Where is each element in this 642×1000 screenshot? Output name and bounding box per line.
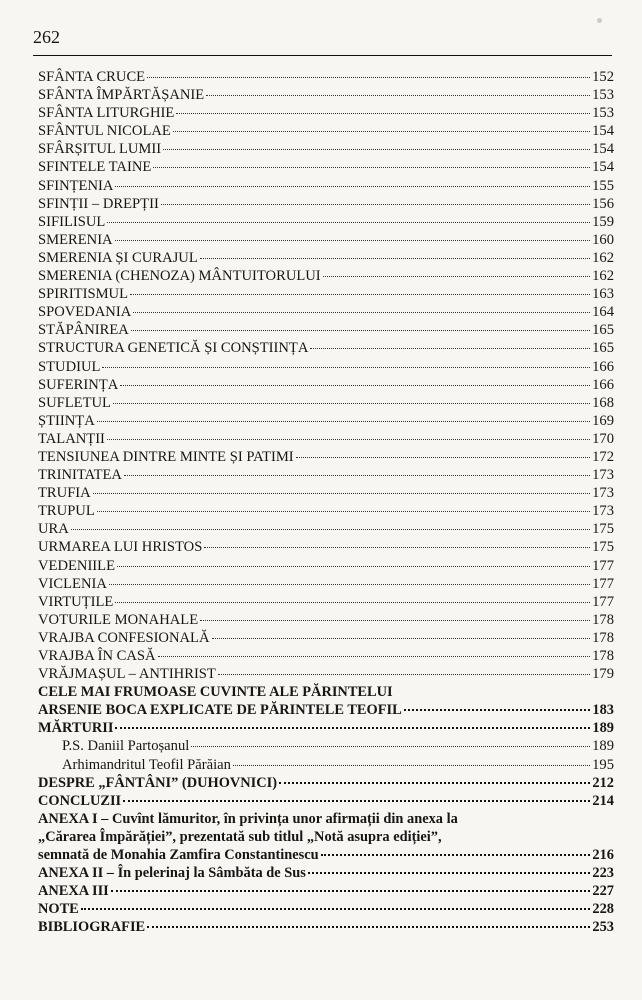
toc-entry-concluzii[interactable] xyxy=(38,792,614,810)
toc-entry[interactable] xyxy=(38,303,614,321)
leader-dots xyxy=(111,890,591,892)
toc-entry-page: 154 xyxy=(592,159,614,176)
toc-entry-title: BIBLIOGRAFIE xyxy=(38,919,146,936)
leader-dots xyxy=(176,113,590,114)
toc-entry-title: VOTURILE MONAHALE xyxy=(38,611,199,628)
toc-entry-page: 212 xyxy=(592,774,614,791)
toc-entry-bibliografie[interactable] xyxy=(38,918,614,936)
toc-entry-despre-fantani[interactable] xyxy=(38,774,614,792)
toc-entry-page: 177 xyxy=(592,575,614,592)
toc-entry-title: SFINȚII – DREPȚII xyxy=(38,195,159,212)
toc-entry-page: 216 xyxy=(592,847,614,864)
toc-entry[interactable] xyxy=(38,339,614,357)
toc-entry-title: NOTE xyxy=(38,901,79,918)
toc-entry-page: 178 xyxy=(592,648,614,664)
toc-entry-title: VIRTUȚILE xyxy=(38,593,114,610)
toc-entry-page: 166 xyxy=(592,376,614,393)
leader-dots xyxy=(200,620,590,621)
toc-entry[interactable] xyxy=(38,737,614,755)
leader-dots xyxy=(71,529,590,530)
leader-dots xyxy=(131,330,590,331)
toc-entry-page: 159 xyxy=(592,213,614,230)
toc-entry-title: Arhimandritul Teofil Părăian xyxy=(62,756,231,773)
toc-entry[interactable] xyxy=(38,231,614,249)
toc-entry-title: SPOVEDANIA xyxy=(38,304,132,321)
toc-entry[interactable] xyxy=(38,575,614,593)
page-number: 262 xyxy=(33,27,60,47)
toc-entry[interactable] xyxy=(38,249,614,267)
leader-dots xyxy=(115,602,590,603)
toc-entry-title: ANEXA II – În pelerinaj la Sâmbăta de Sus xyxy=(38,865,306,882)
leader-dots xyxy=(124,475,590,476)
leader-dots xyxy=(115,727,590,729)
toc-entry-title: SFÂNTA LITURGHIE xyxy=(38,105,175,122)
toc-entry-page: 152 xyxy=(592,69,614,85)
toc-entry-title: SMERENIA xyxy=(38,231,113,248)
toc-entry-title: SFINȚENIA xyxy=(38,177,114,194)
toc-entry[interactable] xyxy=(38,122,614,140)
toc-entry[interactable] xyxy=(38,756,614,774)
toc-entry-page: 173 xyxy=(592,467,614,484)
toc-entry-page: 214 xyxy=(592,792,614,809)
toc-entry-title: TRUPUL xyxy=(38,503,95,520)
toc-entry-page: 153 xyxy=(592,105,614,122)
toc-entry[interactable] xyxy=(38,538,614,556)
leader-dots xyxy=(147,77,590,78)
leader-dots xyxy=(133,312,590,313)
toc-entry-page: 175 xyxy=(592,539,614,556)
leader-dots xyxy=(93,493,590,494)
leader-dots xyxy=(161,204,590,205)
toc-entry-title: SMERENIA (CHENOZA) MÂNTUITORULUI xyxy=(38,268,321,285)
toc-entry-title: SFÂNTA CRUCE xyxy=(38,69,146,85)
toc-entry-page: 165 xyxy=(592,340,614,357)
toc-entry[interactable] xyxy=(38,68,614,86)
toc-entry[interactable] xyxy=(38,466,614,484)
leader-dots xyxy=(158,656,591,657)
leader-dots xyxy=(115,240,591,241)
toc-entry-page: 177 xyxy=(592,593,614,610)
toc-entry[interactable] xyxy=(38,267,614,285)
toc-entry-page: 253 xyxy=(592,919,614,936)
toc-entry-page: 155 xyxy=(592,177,614,194)
toc-entry-title: STUDIUL xyxy=(38,358,101,375)
toc-entry[interactable] xyxy=(38,394,614,412)
toc-entry-page: 156 xyxy=(592,195,614,212)
toc-entry-page: 178 xyxy=(592,611,614,628)
toc-entry-title: URMAREA LUI HRISTOS xyxy=(38,539,203,556)
toc-entry-title: VRAJBA CONFESIONALĂ xyxy=(38,629,210,646)
toc-entry[interactable] xyxy=(38,412,614,430)
toc-entry-title: STRUCTURA GENETICĂ ȘI CONȘTIINȚA xyxy=(38,340,309,357)
toc-entry-page: 177 xyxy=(592,557,614,574)
toc-entry-title-line2: ARSENIE BOCA EXPLICATE DE PĂRINTELE TEOFIL xyxy=(38,702,402,719)
toc-entry-page: 178 xyxy=(592,629,614,646)
toc-entry-title: TALANȚII xyxy=(38,430,105,447)
toc-entry-title: SFÂRȘITUL LUMII xyxy=(38,141,162,158)
leader-dots xyxy=(206,95,590,96)
leader-dots xyxy=(218,674,590,675)
toc-entry-page: 173 xyxy=(592,485,614,502)
leader-dots xyxy=(130,294,590,295)
toc-entry-cele-mai-frumoase[interactable] xyxy=(38,683,614,719)
toc-entry-page: 228 xyxy=(592,901,614,918)
toc-entry-note[interactable] xyxy=(38,900,614,918)
toc-entry-page: 168 xyxy=(592,394,614,411)
leader-dots xyxy=(113,403,590,404)
leader-dots xyxy=(123,800,590,802)
toc-entry[interactable] xyxy=(38,557,614,575)
toc-entry-page: 154 xyxy=(592,141,614,158)
toc-entry[interactable] xyxy=(38,195,614,213)
leader-dots xyxy=(107,439,590,440)
toc-entry-anexa-i[interactable] xyxy=(38,810,614,864)
toc-entry-title: TRUFIA xyxy=(38,485,91,502)
toc-entry-title: VRĂJMAȘUL – ANTIHRIST xyxy=(38,666,216,683)
toc-entry[interactable] xyxy=(38,104,614,122)
toc-entry-page: 173 xyxy=(592,503,614,520)
toc-entry-title: SUFLETUL xyxy=(38,394,111,411)
toc-entry-title: ANEXA III xyxy=(38,883,109,900)
leader-dots xyxy=(163,149,590,150)
leader-dots xyxy=(173,131,590,132)
toc-entry-title-line1: ANEXA I – Cuvînt lămuritor, în privința unor afirmații din anexa la xyxy=(38,810,458,827)
toc-entry-title: DESPRE „FÂNTÂNI” (DUHOVNICI) xyxy=(38,774,278,791)
leader-dots xyxy=(323,276,590,277)
toc-entry-title-line1: CELE MAI FRUMOASE CUVINTE ALE PĂRINTELUI xyxy=(38,684,393,701)
toc-entry-title: SFINTELE TAINE xyxy=(38,159,152,176)
toc-entry-page: 195 xyxy=(592,756,614,773)
toc-entry-title: ȘTIINȚA xyxy=(38,412,95,429)
toc-entry-page: 165 xyxy=(592,322,614,339)
toc-entry-title: SFÂNTUL NICOLAE xyxy=(38,123,171,140)
toc-entry-title: MĂRTURII xyxy=(38,720,114,737)
toc-entry[interactable] xyxy=(38,285,614,303)
toc-entry[interactable] xyxy=(38,86,614,104)
toc-entry-page: 169 xyxy=(592,412,614,429)
toc-entry-page: 164 xyxy=(592,304,614,321)
leader-dots xyxy=(109,584,590,585)
toc-entry[interactable] xyxy=(38,140,614,158)
toc-entry-page: 179 xyxy=(592,666,614,683)
toc-entry-title: TENSIUNEA DINTRE MINTE ȘI PATIMI xyxy=(38,448,294,465)
leader-dots xyxy=(212,638,591,639)
leader-dots xyxy=(147,926,590,928)
toc-entry-page: 162 xyxy=(592,249,614,266)
print-speck xyxy=(597,18,602,23)
toc-entry-title-line3: semnată de Monahia Zamfira Constantinescu xyxy=(38,847,319,864)
toc-entry-title: TRINITATEA xyxy=(38,467,122,484)
toc-entry-page: 162 xyxy=(592,268,614,285)
toc-entry-anexa-ii[interactable] xyxy=(38,864,614,882)
leader-dots xyxy=(153,167,590,168)
leader-dots xyxy=(107,222,590,223)
toc-entry-title: URA xyxy=(38,521,69,538)
toc-entry[interactable] xyxy=(38,484,614,502)
toc-entry[interactable] xyxy=(38,376,614,394)
toc-entry-title: SMERENIA ȘI CURAJUL xyxy=(38,249,198,266)
toc-entry-page: 175 xyxy=(592,521,614,538)
toc-entry-page: 153 xyxy=(592,87,614,104)
leader-dots xyxy=(404,709,591,711)
header-rule xyxy=(33,55,612,56)
leader-dots xyxy=(97,511,590,512)
toc-entry-page: 160 xyxy=(592,231,614,248)
toc-entry-page: 227 xyxy=(592,883,614,900)
toc-entry-page: 223 xyxy=(592,865,614,882)
toc-entry-page: 163 xyxy=(592,286,614,303)
leader-dots xyxy=(191,746,590,747)
leader-dots xyxy=(321,854,591,856)
toc-entry[interactable] xyxy=(38,430,614,448)
toc-entries xyxy=(38,68,614,683)
toc-subentries xyxy=(38,737,614,773)
leader-dots xyxy=(310,348,590,349)
leader-dots xyxy=(81,908,591,910)
leader-dots xyxy=(200,258,590,259)
toc-entry[interactable] xyxy=(38,448,614,466)
toc-entry[interactable] xyxy=(38,611,614,629)
toc-entry-title: SFÂNTA ÎMPĂRTĂȘANIE xyxy=(38,87,205,104)
leader-dots xyxy=(296,457,590,458)
toc-entry-page: 154 xyxy=(592,123,614,140)
leader-dots xyxy=(308,872,591,874)
leader-dots xyxy=(204,547,590,548)
toc-entry[interactable] xyxy=(38,358,614,376)
leader-dots xyxy=(115,186,590,187)
toc-entry-title: SPIRITISMUL xyxy=(38,286,129,303)
leader-dots xyxy=(102,367,590,368)
toc-entry-marturii[interactable] xyxy=(38,719,614,737)
toc-entry-page: 183 xyxy=(592,702,614,719)
toc-entry[interactable] xyxy=(38,502,614,520)
toc-entry-title: CONCLUZII xyxy=(38,792,122,809)
toc-entry-title: VRAJBA ÎN CASĂ xyxy=(38,648,156,664)
leader-dots xyxy=(117,566,590,567)
toc-entry[interactable] xyxy=(38,665,614,683)
toc-entry-anexa-iii[interactable] xyxy=(38,882,614,900)
leader-dots xyxy=(120,385,590,386)
toc-entry[interactable] xyxy=(38,177,614,195)
leader-dots xyxy=(97,421,590,422)
toc-entry[interactable] xyxy=(38,593,614,611)
toc-entry[interactable] xyxy=(38,213,614,231)
toc-entry-page: 189 xyxy=(592,720,614,737)
toc-entry[interactable] xyxy=(38,321,614,339)
toc-entry[interactable] xyxy=(38,520,614,538)
toc-entry-page: 170 xyxy=(592,430,614,447)
toc-entry[interactable] xyxy=(38,629,614,647)
toc-entry[interactable] xyxy=(38,647,614,665)
toc-entry-page: 189 xyxy=(592,738,614,755)
toc-entry-title: SUFERINȚA xyxy=(38,376,119,393)
toc-entry-title: VICLENIA xyxy=(38,575,107,592)
toc-entry-page: 166 xyxy=(592,358,614,375)
toc-entry-title: STĂPÂNIREA xyxy=(38,322,129,339)
toc-entry-title-line2: „Cărarea Împărăției”, prezentată sub titlul „Notă asupra ediției”, xyxy=(38,828,442,845)
toc-entry-title: VEDENIILE xyxy=(38,557,115,574)
leader-dots xyxy=(279,782,590,784)
toc-entry-title: SIFILISUL xyxy=(38,213,106,230)
table-of-contents xyxy=(38,68,614,937)
toc-entry-page: 172 xyxy=(592,448,614,465)
leader-dots xyxy=(233,765,590,766)
toc-entry-title: P.S. Daniil Partoșanul xyxy=(62,738,190,755)
toc-entry[interactable] xyxy=(38,158,614,176)
